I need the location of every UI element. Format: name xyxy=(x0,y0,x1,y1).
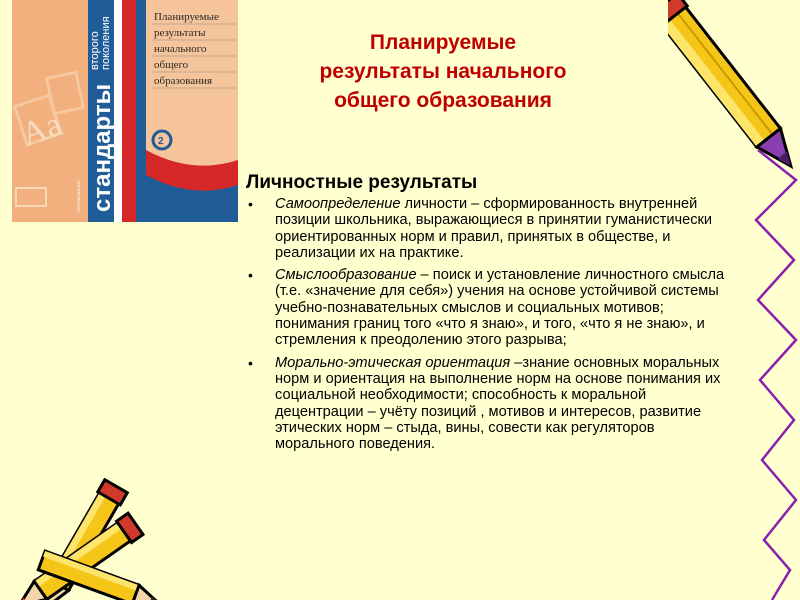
item-text: личности – сформированность внутренней позиции школьника, выражающиеся в принятии гуманистически ориентированных норм и правил, принятых в обществе, и реализации их на практике. xyxy=(275,196,713,261)
book-cover-image xyxy=(12,0,238,222)
title-line-2: результаты начального xyxy=(319,60,567,83)
svg-text:образования: образования xyxy=(154,75,213,87)
svg-text:2: 2 xyxy=(158,136,164,147)
zigzag-decoration xyxy=(750,150,800,600)
item-text: – поиск и установление личностного смысла (т.е. «значение для себя») учения на основе устойчивой системы учебно-познавательных смыслов и социальных мотивов; понимания границ того «что я знаю», и того, «что я не знаю», и стремления к преодолению этого разрыва; xyxy=(275,267,725,349)
svg-text:общего: общего xyxy=(154,59,189,71)
svg-text:начального: начального xyxy=(154,43,207,55)
cover-letters: Aa xyxy=(16,105,67,154)
item-term: Смыслообразование xyxy=(275,267,417,284)
title-line-1: Планируемые xyxy=(369,31,517,54)
cover-publisher: ПРОСВЕЩЕНИЕ xyxy=(76,180,81,212)
list-item xyxy=(246,267,730,348)
section-heading: Личностные результаты xyxy=(246,172,478,193)
svg-text:результаты: результаты xyxy=(154,27,206,39)
list-item xyxy=(246,196,730,261)
pencils-icon xyxy=(0,478,170,600)
item-term: Самоопределение xyxy=(275,196,401,212)
cover-spine-sub-1: второго xyxy=(89,31,101,70)
title-line-3: общего образования xyxy=(334,89,552,112)
list-item xyxy=(246,355,730,453)
cover-spine-title: стандарты xyxy=(89,83,116,212)
page-title xyxy=(258,28,628,115)
item-text: –знание основных моральных норм и ориентация на выполнение норм на основе понимания их социальной необходимости; способность к моральной децентрации – учёту позиций , мотивов и интересов, развитие этических норм – стыда, вины, совести как регуляторов морального поведения. xyxy=(275,354,721,453)
results-list xyxy=(246,196,730,458)
svg-text:Планируемые: Планируемые xyxy=(154,11,219,23)
item-term: Морально-этическая ориентация xyxy=(275,354,511,371)
cover-spine-sub-2: поколения xyxy=(100,16,112,70)
